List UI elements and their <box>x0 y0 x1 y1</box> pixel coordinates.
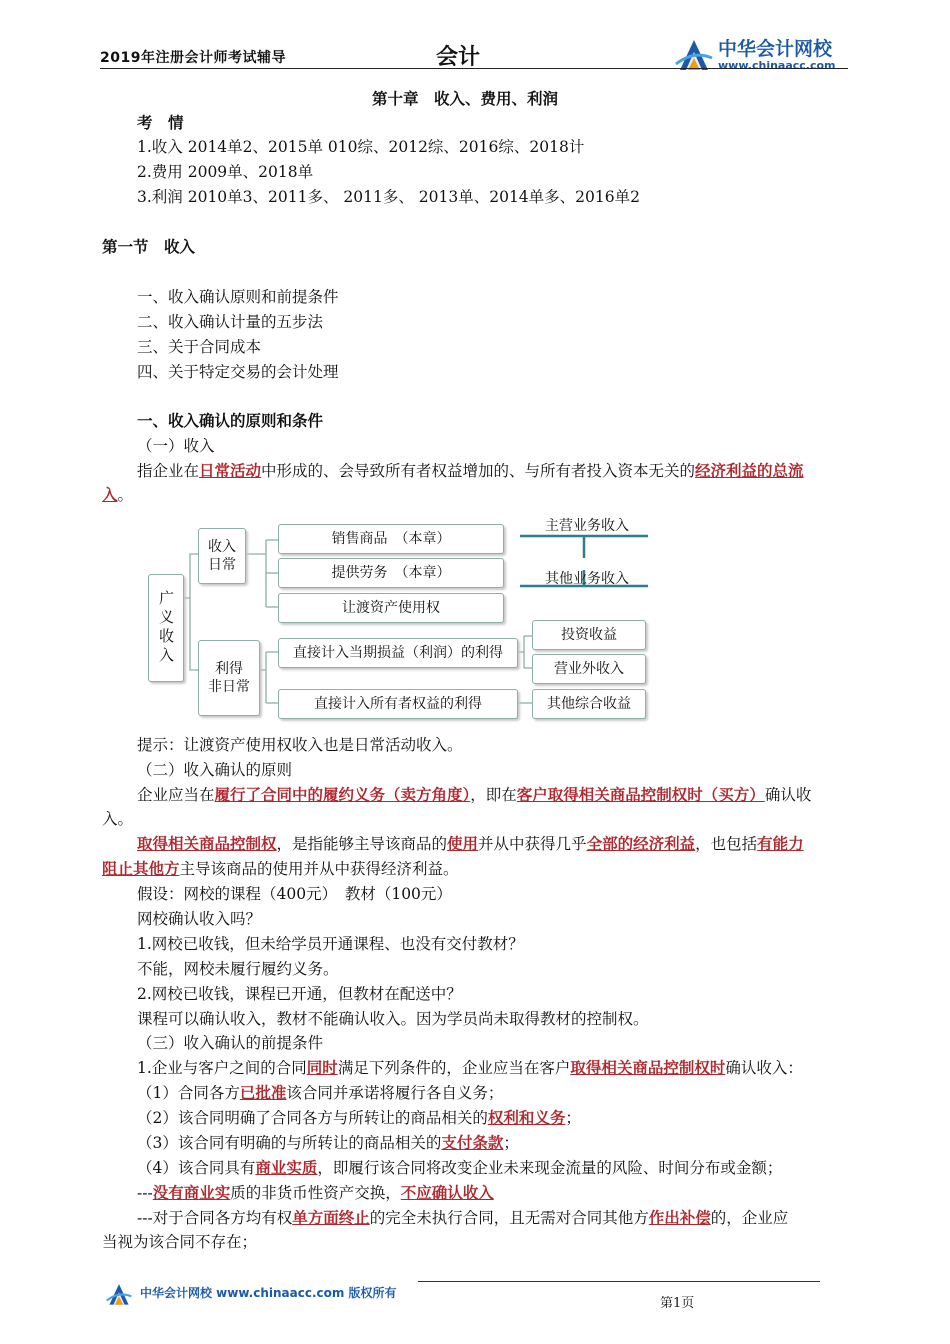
toc-item-1: 一、收入确认原则和前提条件 <box>137 288 339 306</box>
gains-box: 利得 非日常 <box>198 640 260 716</box>
example-line-4: 不能，网校未履行履约义务。 <box>137 960 339 978</box>
note-2-line-2: 当视为该合同不存在； <box>102 1233 258 1251</box>
example-line-6: 课程可以确认收入，教材不能确认收入。因为学员尚未取得教材的控制权。 <box>137 1010 649 1028</box>
broad-revenue-box: 广义收入 <box>148 574 184 682</box>
gain-to-equity-box: 直接计入所有者权益的利得 <box>278 689 518 719</box>
transfer-asset-use-box: 让渡资产使用权 <box>278 593 504 623</box>
footer-brand <box>104 1280 424 1308</box>
footer-copyright: 中华会计网校 www.chinaacc.com 版权所有 <box>140 1286 397 1300</box>
main-business-revenue-label: 主营业务收入 <box>545 518 629 534</box>
kaoqing-line-2: 2.费用 2009单、2018单 <box>137 163 314 181</box>
condition-2: （2）该合同明确了合同各方与所转让的商品相关的权利和义务； <box>137 1108 581 1127</box>
page-number: 第1页 <box>660 1296 695 1311</box>
footer-divider <box>418 1281 820 1282</box>
principle-line-1: 企业应当在履行了合同中的履约义务（卖方角度），即在客户取得相关商品控制权时（买方）确认收 <box>137 785 812 804</box>
revenue-classification-diagram <box>148 510 650 722</box>
example-line-2: 网校确认收入吗？ <box>137 910 262 928</box>
principle-line-2: 入。 <box>102 810 134 828</box>
definition-line-1: 指企业在日常活动中形成的、会导致所有者权益增加的、与所有者投入资本无关的经济利益的总流 <box>137 461 804 480</box>
chapter-title: 第十章 收入、费用、利润 <box>372 89 559 108</box>
kaoqing-line-3: 3.利润 2010单3、2011多、 2011多、 2013单、2014单多、2016单2 <box>137 188 640 206</box>
kaoqing-line-1: 1.收入 2014单2、2015单 010综、2012综、2016综、2018计 <box>137 138 585 156</box>
example-line-3: 1.网校已收钱，但未给学员开通课程、也没有交付教材？ <box>137 935 524 953</box>
note-1: ---没有商业实质的非货币性资产交换，不应确认收入 <box>137 1183 494 1202</box>
part3-heading: （三）收入确认的前提条件 <box>137 1034 324 1052</box>
logo-url: www.chinaacc.com <box>718 59 836 72</box>
daily-revenue-box: 收入 日常 <box>198 528 246 584</box>
part1-heading: （一）收入 <box>137 437 215 455</box>
gain-to-profit-box: 直接计入当期损益（利润）的利得 <box>278 638 518 668</box>
header-course-title: 2019年注册会计师考试辅导 <box>100 50 286 66</box>
other-business-revenue-label: 其他业务收入 <box>545 571 629 587</box>
toc-item-2: 二、收入确认计量的五步法 <box>137 313 324 331</box>
definition-line-2: 入。 <box>102 485 134 504</box>
oci-box: 其他综合收益 <box>532 689 646 719</box>
part2-heading: （二）收入确认的原则 <box>137 761 293 779</box>
header-subject: 会计 <box>436 45 481 70</box>
condition-3: （3）该合同有明确的与所转让的商品相关的支付条款； <box>137 1133 519 1152</box>
condition-4: （4）该合同具有商业实质，即履行该合同将改变企业未来现金流量的风险、时间分布或金额； <box>137 1158 783 1177</box>
provide-service-box: 提供劳务 （本章） <box>278 558 504 588</box>
condition-intro: 1.企业与客户之间的合同同时满足下列条件的，企业应当在客户取得相关商品控制权时确认收入： <box>137 1058 803 1077</box>
subsection-heading: 一、收入确认的原则和条件 <box>137 411 324 430</box>
note-2-line-1: ---对于合同各方均有权单方面终止的完全未执行合同，且无需对合同其他方作出补偿的，企业应 <box>137 1208 789 1227</box>
toc-item-3: 三、关于合同成本 <box>137 338 262 356</box>
section-heading: 第一节 收入 <box>102 237 196 256</box>
sell-goods-box: 销售商品 （本章） <box>278 524 504 554</box>
example-line-1: 假设：网校的课程（400元） 教材（100元） <box>137 885 452 903</box>
condition-1: （1）合同各方已批准该合同并承诺将履行各自义务； <box>137 1083 504 1102</box>
toc-item-4: 四、关于特定交易的会计处理 <box>137 363 339 381</box>
footer-logo-icon <box>104 1280 134 1306</box>
kaoqing-heading: 考 情 <box>137 113 184 132</box>
example-line-5: 2.网校已收钱，课程已开通，但教材在配送中？ <box>137 985 462 1003</box>
control-line-1: 取得相关商品控制权，是指能够主导该商品的使用并从中获得几乎全部的经济利益，也包括有能力 <box>137 834 804 853</box>
tip-line: 提示：让渡资产使用权收入也是日常活动收入。 <box>137 736 463 754</box>
investment-income-box: 投资收益 <box>532 620 646 650</box>
control-line-2: 阻止其他方主导该商品的使用并从中获得经济利益。 <box>102 859 459 878</box>
logo-name: 中华会计网校 <box>718 38 833 60</box>
header-divider <box>100 68 848 69</box>
logo-emblem-icon <box>674 34 714 72</box>
non-operating-income-box: 营业外收入 <box>532 654 646 684</box>
